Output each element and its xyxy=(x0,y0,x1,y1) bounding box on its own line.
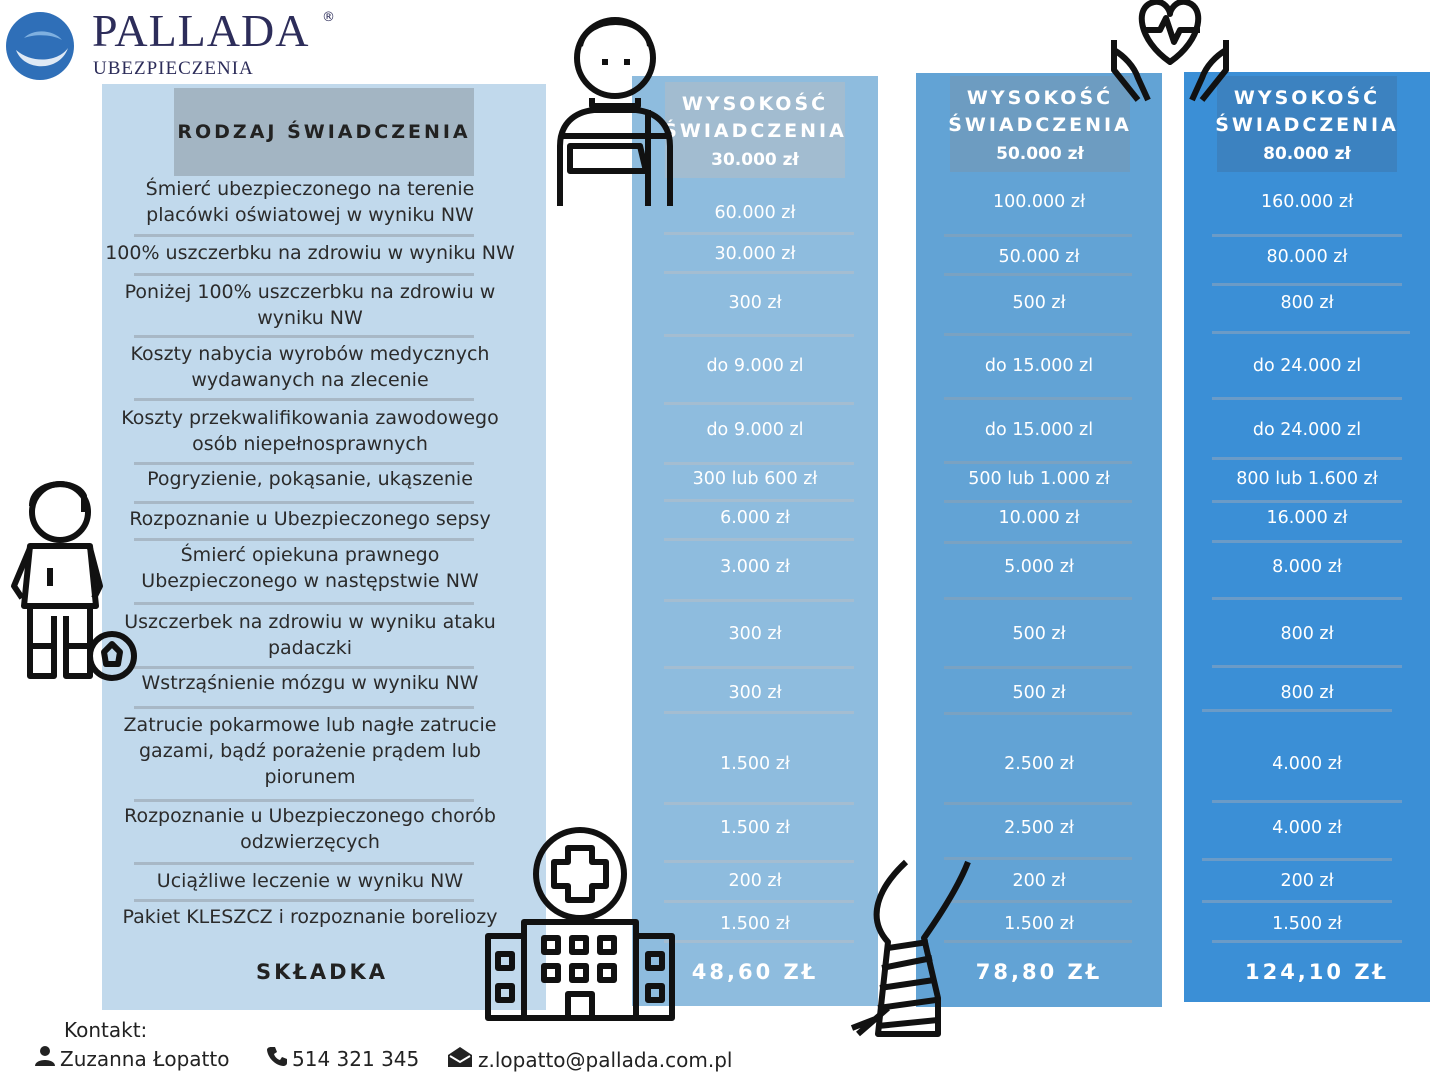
row-divider xyxy=(944,541,1132,544)
row-divider xyxy=(134,234,474,237)
brand-subtitle: UBEZPIECZENIA xyxy=(93,58,254,79)
logo-mark-icon xyxy=(4,10,76,82)
benefit-value: 60.000 zł xyxy=(714,203,796,223)
benefit-value: 500 lub 1.000 zł xyxy=(968,469,1110,489)
row-divider xyxy=(664,900,854,903)
row-divider xyxy=(134,602,474,605)
row-divider xyxy=(134,398,474,401)
premium-label: SKŁADKA xyxy=(255,960,389,984)
benefit-value: 800 zł xyxy=(1280,683,1334,703)
brand-name: PALLADA xyxy=(92,5,310,56)
benefit-value: 16.000 zł xyxy=(1266,508,1348,528)
benefit-label: Uciążliwe leczenie w wyniku NW xyxy=(156,870,464,892)
row-divider xyxy=(134,706,474,709)
benefit-label: Pakiet KLESZCZ i rozpoznanie boreliozy xyxy=(122,906,498,928)
plan-header-amount: 50.000 zł xyxy=(996,143,1084,164)
plan-header xyxy=(950,76,1130,172)
row-divider xyxy=(664,271,854,274)
benefit-value: 30.000 zł xyxy=(714,244,796,264)
benefit-value: 300 zł xyxy=(728,293,782,313)
row-divider xyxy=(1212,597,1402,600)
row-divider xyxy=(664,232,854,235)
row-divider xyxy=(664,462,854,465)
row-divider xyxy=(944,273,1132,276)
contact-title: Kontakt: xyxy=(64,1018,148,1042)
row-divider xyxy=(134,862,474,865)
contact-phone[interactable] xyxy=(266,1045,419,1072)
row-divider xyxy=(664,499,854,502)
benefit-value: do 9.000 zl xyxy=(706,356,804,376)
benefit-label: Rozpoznanie u Ubezpieczonego sepsy xyxy=(129,508,491,530)
plan-header-line1: WYSOKOŚĆ xyxy=(966,86,1114,109)
plan-header-line1: WYSOKOŚĆ xyxy=(1233,86,1381,109)
benefit-value: 500 zł xyxy=(1012,624,1066,644)
benefit-value: 2.500 zł xyxy=(1004,754,1074,774)
benefit-label: Wstrząśnienie mózgu w wyniku NW xyxy=(141,672,479,694)
benefit-value: do 15.000 zl xyxy=(984,420,1094,440)
envelope-open-icon xyxy=(446,1045,474,1074)
plan-header xyxy=(665,82,845,178)
row-divider xyxy=(1212,940,1402,943)
row-divider xyxy=(944,234,1132,237)
benefit-value: 100.000 zł xyxy=(992,192,1086,212)
benefit-value: 1.500 zł xyxy=(720,914,790,934)
benefit-value: 200 zł xyxy=(1280,871,1334,891)
row-divider xyxy=(1202,858,1392,861)
row-divider xyxy=(1212,234,1402,237)
benefit-value: 3.000 zł xyxy=(720,557,790,577)
benefit-value: 800 zł xyxy=(1280,624,1334,644)
benefit-label: Śmierć ubezpieczonego na terenie placówki oświatowej w wyniku NW xyxy=(145,178,475,226)
row-divider xyxy=(1212,397,1402,400)
bandaged-leg-icon xyxy=(848,858,974,1042)
row-divider xyxy=(944,500,1132,503)
row-divider xyxy=(134,335,474,338)
row-divider xyxy=(1212,331,1410,334)
benefit-value: 1.500 zł xyxy=(1004,914,1074,934)
row-divider xyxy=(1212,665,1402,668)
row-divider xyxy=(944,802,1132,805)
benefit-value: 300 zł xyxy=(728,624,782,644)
benefit-value: 200 zł xyxy=(1012,871,1066,891)
contact-email-address[interactable]: z.lopatto@pallada.com.pl xyxy=(478,1047,733,1072)
benefit-label: Poniżej 100% uszczerbku na zdrowiu w wyniku NW xyxy=(124,281,496,329)
benefit-label: Uszczerbek na zdrowiu w wyniku ataku padaczki xyxy=(124,611,496,659)
benefit-value: do 15.000 zl xyxy=(984,356,1094,376)
row-divider xyxy=(134,501,474,504)
brand-registered-mark: ® xyxy=(322,10,335,25)
row-divider xyxy=(134,462,474,465)
phone-icon xyxy=(266,1045,288,1072)
benefit-value: 160.000 zł xyxy=(1260,192,1354,212)
plan-header-line2: ŚWIADCZENIA xyxy=(663,119,847,142)
contact-email[interactable] xyxy=(446,1045,732,1074)
row-divider xyxy=(944,666,1132,669)
injured-arm-person-icon xyxy=(550,6,680,206)
row-divider xyxy=(944,397,1132,400)
benefit-value: 5.000 zł xyxy=(1004,557,1074,577)
premium-value: 48,60 ZŁ xyxy=(691,960,819,984)
benefit-value: 200 zł xyxy=(728,871,782,891)
hospital-icon xyxy=(484,826,676,1022)
row-divider xyxy=(664,666,854,669)
benefit-value: do 24.000 zl xyxy=(1252,356,1362,376)
plan-header-line2: ŚWIADCZENIA xyxy=(1215,113,1399,136)
benefit-label: Koszty przekwalifikowania zawodowego osób niepełnosprawnych xyxy=(121,407,499,455)
row-divider xyxy=(664,860,854,863)
benefit-value: 500 zł xyxy=(1012,293,1066,313)
benefit-value: 800 zł xyxy=(1280,293,1334,313)
benefit-value: 8.000 zł xyxy=(1272,557,1342,577)
benefit-label: 100% uszczerbku na zdrowiu w wyniku NW xyxy=(105,242,515,264)
row-divider xyxy=(664,802,854,805)
benefit-value: 80.000 zł xyxy=(1266,247,1348,267)
contact-person-name: Zuzanna Łopatto xyxy=(60,1046,230,1071)
row-divider xyxy=(944,461,1132,464)
row-divider xyxy=(1202,709,1392,712)
row-divider xyxy=(134,666,474,669)
benefit-value: 500 zł xyxy=(1012,683,1066,703)
benefit-label: Śmierć opiekuna prawnego Ubezpieczonego w następstwie NW xyxy=(141,544,479,592)
benefit-value: 4.000 zł xyxy=(1272,754,1342,774)
row-divider xyxy=(1212,283,1402,286)
row-divider xyxy=(664,711,854,714)
benefit-value: 6.000 zł xyxy=(720,508,790,528)
plan-header-amount: 80.000 zł xyxy=(1263,143,1351,164)
row-divider xyxy=(664,334,854,337)
plan-header-line1: WYSOKOŚĆ xyxy=(681,92,829,115)
row-divider xyxy=(134,273,474,276)
plan-header xyxy=(1217,76,1397,172)
benefit-value: do 9.000 zl xyxy=(706,420,804,440)
row-divider xyxy=(134,899,474,902)
benefit-label: Zatrucie pokarmowe lub nagłe zatrucie gazami, bądź porażenie prądem lub piorunem xyxy=(123,714,497,788)
benefit-value: 10.000 zł xyxy=(998,508,1080,528)
contact-phone-number[interactable]: 514 321 345 xyxy=(292,1046,420,1071)
benefit-value: 300 zł xyxy=(728,683,782,703)
row-divider xyxy=(664,940,854,943)
benefit-value: 50.000 zł xyxy=(998,247,1080,267)
row-divider xyxy=(1202,900,1392,903)
row-divider xyxy=(1212,800,1402,803)
heart-in-hands-icon xyxy=(1108,0,1232,104)
benefit-value: 1.500 zł xyxy=(1272,914,1342,934)
benefit-value: 4.000 zł xyxy=(1272,818,1342,838)
person-icon xyxy=(34,1045,56,1072)
benefit-label: Rozpoznanie u Ubezpieczonego chorób odzwierzęcych xyxy=(124,805,496,853)
benefit-value: 1.500 zł xyxy=(720,754,790,774)
row-divider xyxy=(1212,457,1402,460)
benefit-value: do 24.000 zl xyxy=(1252,420,1362,440)
row-divider xyxy=(944,712,1132,715)
plan-header-line2: ŚWIADCZENIA xyxy=(948,113,1132,136)
row-divider xyxy=(1212,540,1402,543)
benefit-value: 1.500 zł xyxy=(720,818,790,838)
boy-with-ball-icon xyxy=(8,476,140,686)
row-divider xyxy=(944,333,1132,336)
row-divider xyxy=(664,599,854,602)
row-divider xyxy=(664,402,854,405)
benefit-label: Koszty nabycia wyrobów medycznych wydawanych na zlecenie xyxy=(130,343,490,391)
premium-value: 124,10 ZŁ xyxy=(1244,960,1390,984)
row-divider xyxy=(134,799,474,802)
benefit-types-header: RODZAJ ŚWIADCZENIA xyxy=(174,88,474,176)
benefit-value: 2.500 zł xyxy=(1004,818,1074,838)
benefit-label: Pogryzienie, pokąsanie, ukąszenie xyxy=(147,468,473,490)
row-divider xyxy=(1212,500,1402,503)
benefit-value: 800 lub 1.600 zł xyxy=(1236,469,1378,489)
row-divider xyxy=(134,538,474,541)
benefit-value: 300 lub 600 zł xyxy=(692,469,818,489)
row-divider xyxy=(664,538,854,541)
premium-value: 78,80 ZŁ xyxy=(975,960,1103,984)
plan-header-amount: 30.000 zł xyxy=(711,149,799,170)
row-divider xyxy=(944,597,1132,600)
contact-person xyxy=(34,1045,229,1072)
